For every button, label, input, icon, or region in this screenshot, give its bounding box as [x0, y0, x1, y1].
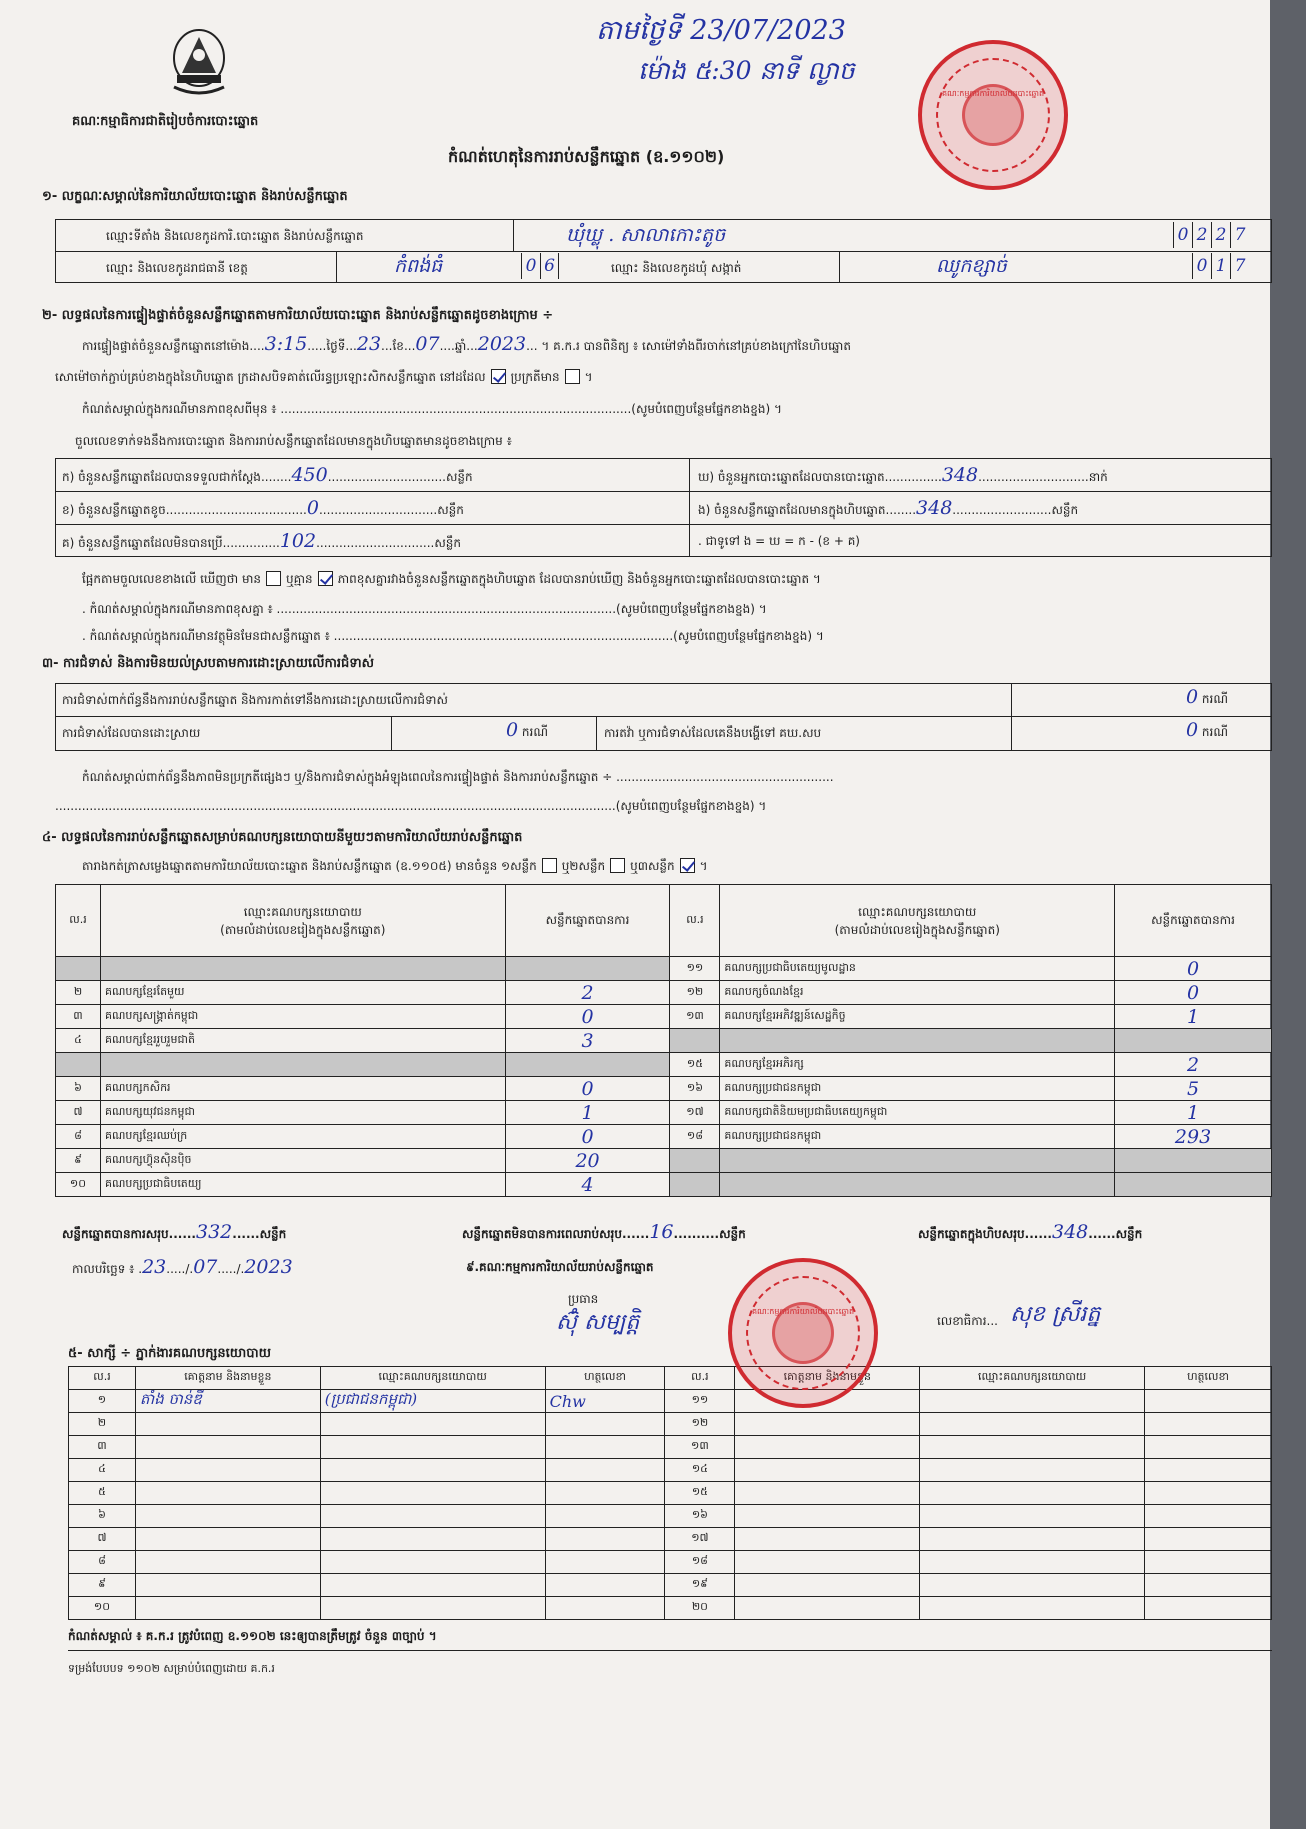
note-nonballot: . កំណត់សម្គាល់ក្នុងករណីមានវត្ថុមិនមែនជាសន្លឹកឆ្នោត ៖ .........................................................................................(សូមបំពេញបន្ថែមផ្នែកខាងខ្នង) ។	[82, 629, 824, 643]
province-value: កំពង់ធំ	[394, 255, 443, 277]
party-row: ៣ គណបក្សសង្គ្រាត់កម្ពុជា 0 ១៣ គណបក្សខ្មែរអភិវឌ្ឍន៍សេដ្ឋកិច្ច 1	[56, 1005, 1272, 1029]
form-sheet: គណៈកម្មាធិការជាតិរៀបចំការបោះឆ្នោត តាមថ្ងៃទី 23/07/2023 ម៉ោង ៥:30 នាទី ល្ងាច កំណត់ហេតុនៃការរាប់សន្លឹកឆ្នោត (ឧ.១១០២) ១- លក្ខណៈសម្គាល់នៃការិយាល័យបោះឆ្នោត និងរាប់សន្លឹកឆ្នោត ឈ្មោះទីតាំង និងលេខកូដការិ.បោះឆ្នោត និងរាប់សន្លឹកឆ្នោត ឃុំឃ្លុ . សាលាកោះតូច 0 2 2 7 ឈ្មោះ និងលេខកូដរាជធានី ខេត្ត កំពង់ធំ 0 6 ឈ្មោះ និងលេខកូដឃុំ សង្កាត់ ឈូកខ្សាច់ 0 1 7 ២- លទ្ធផលនៃការផ្ទៀងផ្ទាត់ចំនួនសន្លឹកឆ្នោតតាមការិយាល័យបោះឆ្នោត និងរាប់សន្លឹកឆ្នោតដូចខាងក្រោម ÷ ការផ្ទៀងផ្ទាត់ចំនួនសន្លឹកឆ្នោតនៅម៉ោង....3:15.....ថ្ងៃទី...23...ខែ...07....ឆ្នាំ...2023... ។ គ.ក.រ បានពិនិត្យ ៖ សោម៉ៅទាំងពីរចាក់នៅគ្រប់ខាងក្រៅនៃហិបឆ្នោត សោម៉ៅចាក់ភ្ជាប់គ្រប់ខាងក្នុងនៃហិបឆ្នោត ក្រដាសបិទគាត់លើរន្ធប្រឡោះសិកសន្លឹកឆ្នោត នៅដដែល ប្រក្រតីមាន ។ កំណត់សម្គាល់ក្នុងករណីមានភាពខុសពីមុន ៖ ............................................................................................(សូមបំពេញបន្ថែមផ្នែកខាងខ្នង) ។ ចួលលេខទាក់ទងនឹងការបោះឆ្នោត និងការរាប់សន្លឹកឆ្នោតដែលមានក្នុងហិបឆ្នោតមានដូចខាងក្រោម ៖ ក) ចំនួនសន្លឹកឆ្នោតដែលបានទទួលជាក់ស្តែង........450...............................សន្លឹក ខ) ចំនួនសន្លឹកឆ្នោតខូច.....................................0...............................សន្លឹក គ) ចំនួនសន្លឹកឆ្នោតដែលមិនបានប្រើ...............102...............................សន្លឹក ឃ) ចំនួនអ្នកបោះឆ្នោតដែលបានបោះឆ្នោត...............348.............................នាក់ ង) ចំនួនសន្លឹកឆ្នោតដែលមានក្នុងហិបឆ្នោត........348..........................សន្លឹក . ជាទូទៅ ង = ឃ = ក - (ខ + គ) ផ្អែកតាមចួលលេខខាងលើ ឃើញថា មាន ឬគ្មាន ភាពខុសគ្នារវាងចំនួនសន្លឹកឆ្នោតក្នុងហិបឆ្នោត ដែលបានរាប់ឃើញ និងចំនួនអ្នកបោះឆ្នោតដែលបានបោះឆ្នោត ។ . កំណត់សម្គាល់ក្នុងករណីមានភាពខុសគ្នា ៖ .........................................................................................(សូមបំពេញបន្ថែមផ្នែកខាងខ្នង) ។ . កំណត់សម្គាល់ក្នុងករណីមានវត្ថុមិនមែនជាសន្លឹកឆ្នោត ៖ .........................................................................................(សូមបំពេញបន្ថែមផ្នែកខាងខ្នង) ។ ៣- ការជំទាស់ និងការមិនយល់ស្របតាមការដោះស្រាយលើការជំទាស់ ការជំទាស់ពាក់ព័ន្ធនឹងការរាប់សន្លឹកឆ្នោត និងការកាត់ទៅនឹងការដោះស្រាយលើការជំទាស់ 0 ករណី ការជំទាស់ដែលបានដោះស្រាយ 0 ករណី ការតវ៉ា ឬការជំទាស់ដែលគេនឹងបង្ហើទៅ គឃ.សប 0 ករណី កំណត់សម្គាល់ពាក់ព័ន្ធនឹងភាពមិនប្រក្រតីផ្សេងៗ ឬ/និងការជំទាស់ក្នុងអំឡុងពេលនៃការផ្ទៀងផ្ទាត់ និងការរាប់សន្លឹកឆ្នោត ÷ ......................................................... ...................................................................................................................................................(សូមបំពេញបន្ថែមផ្នែកខាងខ្នង) ។ ៤- លទ្ធផលនៃការរាប់សន្លឹកឆ្នោតសម្រាប់គណបក្សនយោបាយនីមួយៗតាមការិយាល័យរាប់សន្លឹកឆ្នោត តារាងកត់ត្រាសម្លេងឆ្នោតតាមការិយាល័យបោះឆ្នោត និងរាប់សន្លឹកឆ្នោត (ឧ.១១០៥) មានចំនួន ១សន្លឹក ឬ២សន្លឹក ឬ៣សន្លឹក ។ ល.រ ឈ្មោះគណបក្សនយោបាយ (តាមលំដាប់លេខរៀងក្នុងសន្លឹកឆ្នោត) សន្លឹកឆ្នោតបានការ ល.រ ឈ្មោះគណបក្សនយោបាយ (តាមលំដាប់លេខរៀងក្នុងសន្លឹកឆ្នោត) សន្លឹកឆ្នោតបានការ ១១ គណបក្សប្រជាធិបតេយ្យមូលដ្ឋាន 0 ២ គណបក្សខ្មែរតែមួយ 2 ១២ គណបក្សចំណងខ្មែរ 0 ៣ គណបក្សសង្គ្រាត់កម្ពុជា 0 ១៣ គណបក្សខ្មែរអភិវឌ្ឍន៍សេដ្ឋកិច្ច 1 ៤ គណបក្សខ្មែររួបរួមជាតិ 3 ១៥ គណបក្សខ្មែរអភិរក្ស 2 ៦ គណបក្សកសិករ 0 ១៦ គណបក្សប្រជាជនកម្ពុជា 5 ៧ គណបក្សយុវជនកម្ពុជា 1 ១៧ គណបក្សជាតិនិយមប្រជាធិបតេយ្យកម្ពុជា 1 ៨ គណបក្សខ្មែរឈប់ក្រ 0 ១៨ គណបក្សប្រជាជនកម្ពុជា 293 ៩ គណបក្សហ៊្វុនស៊ិនប៉ិច 20 ១០ គណបក្សប្រជាធិបតេយ្យ 4 សន្លឹកឆ្នោតបានការសរុប......332......សន្លឹក សន្លឹកឆ្នោតមិនបានការពេលរាប់សរុប......16..........សន្លឹក សន្លឹកឆ្នោតក្នុងហិបសរុប......348......សន្លឹក កាលបរិច្ឆេទ ៖ .23...../.07...../.2023 ៩.គណៈកម្មការការិយាល័យរាប់សន្លឹកឆ្នោត ប្រធាន ស៊ុំ សម្បត្តិ លេខាធិការ... សុខ ស្រីរត្ន ៥- សាក្សី ÷ ភ្នាក់ងារគណបក្សនយោបាយ ល.រ គោត្តនាម និងនាមខ្លួន ឈ្មោះគណបក្សនយោបាយ ហត្ថលេខា ល.រ គោត្តនាម និងនាមខ្លួន ឈ្មោះគណបក្សនយោបាយ ហត្ថលេខា ១ តាំង ចាន់ឌី (ប្រជាជនកម្ពុជា) Chw ១១ ២ ១២ ៣ ១៣ ៤ ១៤ ៥ ១៥ ៦ ១៦ ៧ ១៧ ៨ ១៨ ៩ ១៩ ១០ ២០ កំណត់សម្គាល់ ៖ គ.ក.រ ត្រូវបំពេញ ឧ.១១០២ នេះឲ្យបានត្រឹមត្រូវ ចំនួន ៣ច្បាប់ ។ ទម្រង់បែបបទ ១១០២ សម្រាប់បំពេញដោយ គ.ក.រ គណៈកម្មការការិយាល័យបោះឆ្នោត គណៈកម្មការការិយាល័យបោះឆ្នោត	[0, 0, 1270, 1829]
witness-row: ៩ ១៩	[69, 1574, 1272, 1597]
commune-code: 0 1 7	[1192, 253, 1249, 279]
party-row: ១០ គណបក្សប្រជាធិបតេយ្យ 4	[56, 1173, 1272, 1197]
irregularity-note: កំណត់សម្គាល់ពាក់ព័ន្ធនឹងភាពមិនប្រក្រតីផ្សេងៗ ឬ/និងការជំទាស់ក្នុងអំឡុងពេលនៃការផ្ទៀងផ្ទាត់ និងការរាប់សន្លឹកឆ្នោត ÷ .........................................................	[82, 770, 834, 784]
row-d: ឃ) ចំនួនអ្នកបោះឆ្នោតដែលបានបោះឆ្នោត...............348.............................នាក់	[698, 464, 1108, 486]
objection-row1-value: 0 ករណី	[1186, 686, 1228, 708]
changed-checkbox[interactable]	[565, 369, 580, 384]
row-b: ខ) ចំនួនសន្លឹកឆ្នោតខូច.....................................0...............................សន្លឹក	[62, 497, 464, 519]
summary-intro: ចួលលេខទាក់ទងនឹងការបោះឆ្នោត និងការរាប់សន្លឹកឆ្នោតដែលមានក្នុងហិបឆ្នោតមានដូចខាងក្រោម ៖	[75, 434, 512, 448]
nec-emblem-icon	[168, 25, 230, 101]
witness-party: (ប្រជាជនកម្ពុជា)	[320, 1390, 545, 1413]
note-diff: . កំណត់សម្គាល់ក្នុងករណីមានភាពខុសគ្នា ៖ .........................................................................................(សូមបំពេញបន្ថែមផ្នែកខាងខ្នង) ។	[82, 602, 767, 616]
station-value: ឃុំឃ្លុ . សាលាកោះតូច	[566, 224, 726, 246]
objection-box	[55, 683, 1272, 751]
secretary-label: លេខាធិការ...	[937, 1314, 998, 1328]
one-sheet-checkbox[interactable]	[542, 858, 557, 873]
chair-label: ប្រធាន	[568, 1292, 599, 1306]
commune-label: ឈ្មោះ និងលេខកូដឃុំ សង្កាត់	[611, 261, 742, 275]
station-code: 0 2 2 7	[1173, 222, 1249, 248]
party-row: ៨ គណបក្សខ្មែរឈប់ក្រ 0 ១៨ គណបក្សប្រជាជនកម្ពុជា 293	[56, 1125, 1272, 1149]
party-row: ៩ គណបក្សហ៊្វុនស៊ិនប៉ិច 20	[56, 1149, 1272, 1173]
objection-row2-value: 0 ករណី	[506, 719, 548, 741]
objection-row1-label: ការជំទាស់ពាក់ព័ន្ធនឹងការរាប់សន្លឹកឆ្នោត និងការកាត់ទៅនឹងការដោះស្រាយលើការជំទាស់	[62, 693, 448, 707]
section1-title: ១- លក្ខណៈសម្គាល់នៃការិយាល័យបោះឆ្នោត និងរាប់សន្លឹកឆ្នោត	[42, 189, 348, 204]
verify-month: 07	[415, 333, 440, 355]
verify-day: 23	[356, 333, 382, 355]
witness-row: ៧ ១៧	[69, 1528, 1272, 1551]
row-e: ង) ចំនួនសន្លឹកឆ្នោតដែលមានក្នុងហិបឆ្នោត........348..........................សន្លឹក	[698, 497, 1079, 519]
secretary-signature: សុខ ស្រីរត្ន	[1010, 1302, 1101, 1327]
official-stamp-top	[918, 40, 1068, 190]
diff-check-line: ផ្អែកតាមចួលលេខខាងលើ ឃើញថា មាន ឬគ្មាន ភាពខុសគ្នារវាងចំនួនសន្លឹកឆ្នោតក្នុងហិបឆ្នោត ដែលបានរាប់ឃើញ និងចំនួនអ្នកបោះឆ្នោតដែលបានបោះឆ្នោត ។	[82, 572, 821, 586]
party-row: ៦ គណបក្សកសិករ 0 ១៦ គណបក្សប្រជាជនកម្ពុជា 5	[56, 1077, 1272, 1101]
objection-row3-value: 0 ករណី	[1186, 719, 1228, 741]
no-diff-checkbox[interactable]	[318, 571, 333, 586]
section5-title: ៥- សាក្សី ÷ ភ្នាក់ងារគណបក្សនយោបាយ	[68, 1346, 271, 1361]
formula: . ជាទូទៅ ង = ឃ = ក - (ខ + គ)	[698, 534, 860, 548]
commune-value: ឈូកខ្សាច់	[936, 255, 1007, 277]
party-row: ៧ គណបក្សយុវជនកម្ពុជា 1 ១៧ គណបក្សជាតិនិយមប្រជាធិបតេយ្យកម្ពុជា 1	[56, 1101, 1272, 1125]
signing-date: កាលបរិច្ឆេទ ៖ .23...../.07...../.2023	[72, 1256, 293, 1278]
province-code: 0 6	[521, 253, 559, 279]
two-sheets-checkbox[interactable]	[610, 858, 625, 873]
section4-subtitle: តារាងកត់ត្រាសម្លេងឆ្នោតតាមការិយាល័យបោះឆ្នោត និងរាប់សន្លឹកឆ្នោត (ឧ.១១០៥) មានចំនួន ១សន្លឹក ឬ២សន្លឹក ឬ៣សន្លឹក ។	[82, 859, 708, 873]
irregularity-note-tail: ...................................................................................................................................................(សូមបំពេញបន្ថែមផ្នែកខាងខ្នង) ។	[55, 799, 767, 813]
verify-time: 3:15	[264, 333, 308, 355]
witness-row: ៣ ១៣	[69, 1436, 1272, 1459]
objection-row2-label: ការជំទាស់ដែលបានដោះស្រាយ	[62, 726, 201, 740]
row-a: ក) ចំនួនសន្លឹកឆ្នោតដែលបានទទួលជាក់ស្តែង........450...............................សន្លឹក	[62, 464, 473, 486]
total-invalid: សន្លឹកឆ្នោតមិនបានការពេលរាប់សរុប......16..........សន្លឹក	[462, 1221, 746, 1243]
unchanged-checkbox[interactable]	[491, 369, 506, 384]
three-sheets-checkbox[interactable]	[680, 858, 695, 873]
witness-row: ១០ ២០	[69, 1597, 1272, 1620]
total-box: សន្លឹកឆ្នោតក្នុងហិបសរុប......348......សន្លឹក	[918, 1221, 1143, 1243]
station-label: ឈ្មោះទីតាំង និងលេខកូដការិ.បោះឆ្នោត និងរាប់សន្លឹកឆ្នោត	[106, 229, 364, 243]
form-title: កំណត់ហេតុនៃការរាប់សន្លឹកឆ្នោត (ឧ.១១០២)	[448, 147, 725, 166]
total-valid: សន្លឹកឆ្នោតបានការសរុប......332......សន្លឹក	[62, 1221, 287, 1243]
handwritten-date: តាមថ្ងៃទី 23/07/2023	[596, 15, 846, 46]
witness-table: ល.រ គោត្តនាម និងនាមខ្លួន ឈ្មោះគណបក្សនយោបាយ ហត្ថលេខា ល.រ គោត្តនាម និងនាមខ្លួន ឈ្មោះគណបក្សនយោបាយ ហត្ថលេខា ១ តាំង ចាន់ឌី (ប្រជាជនកម្ពុជា) Chw ១១ ២ ១២ ៣ ១៣ ៤ ១៤ ៥ ១៥ ៦ ១៦ ៧ ១៧ ៨ ១៨ ៩ ១៩ ១០ ២០	[68, 1366, 1272, 1620]
section3-title: ៣- ការជំទាស់ និងការមិនយល់ស្របតាមការដោះស្រាយលើការជំទាស់	[42, 656, 374, 671]
witness-row: ១ តាំង ចាន់ឌី (ប្រជាជនកម្ពុជា) Chw ១១	[69, 1390, 1272, 1413]
witness-name: តាំង ចាន់ឌី	[135, 1390, 320, 1413]
province-label: ឈ្មោះ និងលេខកូដរាជធានី ខេត្ត	[106, 261, 248, 275]
has-diff-checkbox[interactable]	[266, 571, 281, 586]
section4-title: ៤- លទ្ធផលនៃការរាប់សន្លឹកឆ្នោតសម្រាប់គណបក្សនយោបាយនីមួយៗតាមការិយាល័យរាប់សន្លឹកឆ្នោត	[42, 830, 523, 845]
official-stamp-bottom	[728, 1258, 878, 1408]
witness-row: ៦ ១៦	[69, 1505, 1272, 1528]
witness-row: ៨ ១៨	[69, 1551, 1272, 1574]
form-note: ទម្រង់បែបបទ ១១០២ សម្រាប់បំពេញដោយ គ.ក.រ	[68, 1662, 275, 1675]
row-c: គ) ចំនួនសន្លឹកឆ្នោតដែលមិនបានប្រើ...............102...............................សន្លឹក	[62, 530, 462, 552]
note-unusual: កំណត់សម្គាល់ក្នុងករណីមានភាពខុសពីមុន ៖ ............................................................................................(សូមបំពេញបន្ថែមផ្នែកខាងខ្នង) ។	[82, 402, 782, 416]
handwritten-time: ម៉ោង ៥:30 នាទី ល្ងាច	[638, 56, 855, 85]
footer-note: កំណត់សម្គាល់ ៖ គ.ក.រ ត្រូវបំពេញ ឧ.១១០២ នេះឲ្យបានត្រឹមត្រូវ ចំនួន ៣ច្បាប់ ។	[68, 1629, 437, 1643]
section2-line1: ការផ្ទៀងផ្ទាត់ចំនួនសន្លឹកឆ្នោតនៅម៉ោង....3:15.....ថ្ងៃទី...23...ខែ...07....ឆ្នាំ...2023... ។ គ.ក.រ បានពិនិត្យ ៖ សោម៉ៅទាំងពីរចាក់នៅគ្រប់ខាងក្រៅនៃហិបឆ្នោត	[82, 333, 851, 355]
witness-row: ៤ ១៤	[69, 1459, 1272, 1482]
witness-signature: Chw	[545, 1390, 665, 1413]
section2-title: ២- លទ្ធផលនៃការផ្ទៀងផ្ទាត់ចំនួនសន្លឹកឆ្នោតតាមការិយាល័យបោះឆ្នោត និងរាប់សន្លឹកឆ្នោតដូចខាងក្រោម ÷	[42, 308, 554, 323]
party-row: ១១ គណបក្សប្រជាធិបតេយ្យមូលដ្ឋាន 0	[56, 957, 1272, 981]
chair-signature: ស៊ុំ សម្បត្តិ	[556, 1310, 640, 1335]
section2-line2: សោម៉ៅចាក់ភ្ជាប់គ្រប់ខាងក្នុងនៃហិបឆ្នោត ក្រដាសបិទគាត់លើរន្ធប្រឡោះសិកសន្លឹកឆ្នោត នៅដដែល ប្រក្រតីមាន ។	[55, 370, 593, 384]
section1-box	[55, 219, 1272, 283]
witness-row: ៥ ១៥	[69, 1482, 1272, 1505]
org-name: គណៈកម្មាធិការជាតិរៀបចំការបោះឆ្នោត	[72, 114, 259, 129]
witness-row: ២ ១២	[69, 1413, 1272, 1436]
committee-label: ៩.គណៈកម្មការការិយាល័យរាប់សន្លឹកឆ្នោត	[466, 1260, 654, 1274]
party-row: ១៥ គណបក្សខ្មែរអភិរក្ស 2	[56, 1053, 1272, 1077]
summary-box	[55, 458, 1272, 557]
party-results-table: ល.រ ឈ្មោះគណបក្សនយោបាយ (តាមលំដាប់លេខរៀងក្នុងសន្លឹកឆ្នោត) សន្លឹកឆ្នោតបានការ ល.រ ឈ្មោះគណបក្សនយោបាយ (តាមលំដាប់លេខរៀងក្នុងសន្លឹកឆ្នោត) សន្លឹកឆ្នោតបានការ ១១ គណបក្សប្រជាធិបតេយ្យមូលដ្ឋាន 0 ២ គណបក្សខ្មែរតែមួយ 2 ១២ គណបក្សចំណងខ្មែរ 0 ៣ គណបក្សសង្គ្រាត់កម្ពុជា 0 ១៣ គណបក្សខ្មែរអភិវឌ្ឍន៍សេដ្ឋកិច្ច 1 ៤ គណបក្សខ្មែររួបរួមជាតិ 3 ១៥ គណបក្សខ្មែរអភិរក្ស 2 ៦ គណបក្សកសិករ 0 ១៦ គណបក្សប្រជាជនកម្ពុជា 5 ៧ គណបក្សយុវជនកម្ពុជា 1 ១៧ គណបក្សជាតិនិយមប្រជាធិបតេយ្យកម្ពុជា 1 ៨ គណបក្សខ្មែរឈប់ក្រ 0 ១៨ គណបក្សប្រជាជនកម្ពុជា 293 ៩ គណបក្សហ៊្វុនស៊ិនប៉ិច 20 ១០ គណបក្សប្រជាធិបតេយ្យ 4	[55, 884, 1272, 1197]
party-row: ៤ គណបក្សខ្មែររួបរួមជាតិ 3	[56, 1029, 1272, 1053]
objection-row3-label: ការតវ៉ា ឬការជំទាស់ដែលគេនឹងបង្ហើទៅ គឃ.សប	[604, 726, 822, 740]
party-row: ២ គណបក្សខ្មែរតែមួយ 2 ១២ គណបក្សចំណងខ្មែរ 0	[56, 981, 1272, 1005]
verify-year: 2023	[477, 333, 527, 355]
